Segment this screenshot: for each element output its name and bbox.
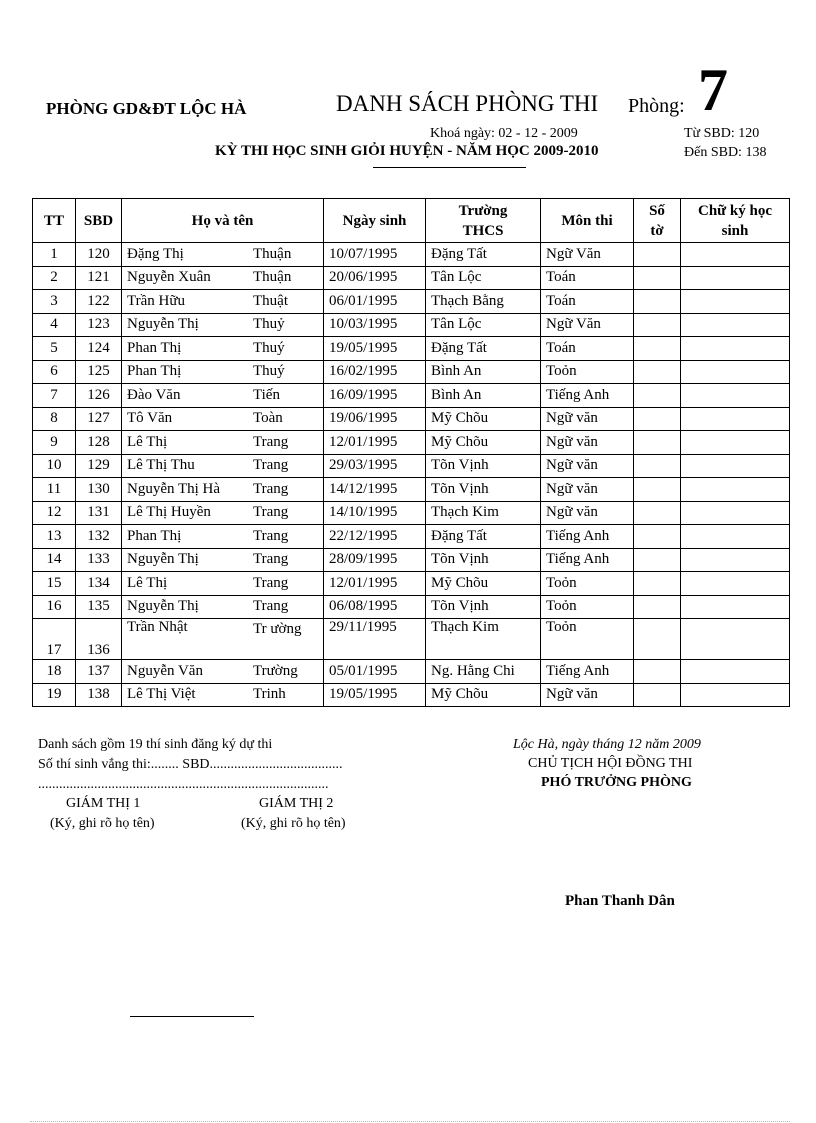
first-name: Nguyễn Thị: [127, 316, 199, 333]
row-signature: [681, 337, 790, 361]
row-signature: [681, 660, 790, 684]
row-name: [122, 266, 324, 290]
row-subject: Toỏn: [541, 360, 634, 384]
table-row: [33, 290, 790, 314]
row-name: [122, 595, 324, 619]
council-chair-title: CHỦ TỊCH HỘI ĐỒNG THI: [528, 756, 693, 771]
row-signature: [681, 548, 790, 572]
row-number: 1: [33, 243, 76, 267]
row-school: Mỹ Chõu: [426, 407, 541, 431]
row-subject: Ngữ văn: [541, 683, 634, 707]
row-signature: [681, 454, 790, 478]
row-sbd: 134: [76, 572, 122, 596]
table-row: [33, 360, 790, 384]
row-name: [122, 313, 324, 337]
row-subject: Ngữ văn: [541, 454, 634, 478]
first-name: Phan Thị: [127, 527, 182, 544]
last-name: Thuận: [253, 269, 292, 286]
row-signature: [681, 384, 790, 408]
row-name: [122, 660, 324, 684]
row-number: 15: [33, 572, 76, 596]
row-subject: Toán: [541, 337, 634, 361]
last-name: Trinh: [253, 686, 286, 703]
last-name: Trang: [253, 457, 289, 474]
row-school: Tõn Vịnh: [426, 548, 541, 572]
last-name: Trang: [253, 480, 289, 497]
row-number: 13: [33, 525, 76, 549]
sbd-from: Từ SBD: 120: [684, 126, 760, 141]
row-name: [122, 243, 324, 267]
row-dob: 28/09/1995: [324, 548, 426, 572]
row-dob: 16/02/1995: [324, 360, 426, 384]
row-signature: [681, 501, 790, 525]
row-pages: [634, 595, 681, 619]
row-subject: Toán: [541, 266, 634, 290]
document-title: DANH SÁCH PHÒNG THI: [336, 91, 599, 116]
row-pages: [634, 384, 681, 408]
exam-date: Khoá ngày: 02 - 12 - 2009: [430, 126, 578, 141]
row-sbd: 127: [76, 407, 122, 431]
col-header-name: Họ và tên: [122, 199, 324, 243]
col-header-dob: Ngày sinh: [324, 199, 426, 243]
table-row: [33, 407, 790, 431]
signature-header-line2: sinh: [721, 222, 749, 239]
row-subject: Toỏn: [541, 595, 634, 619]
first-name: Nguyễn Văn: [127, 662, 203, 679]
table-row: [33, 572, 790, 596]
row-pages: [634, 660, 681, 684]
last-name: Toàn: [253, 410, 283, 427]
table-row: [33, 337, 790, 361]
first-name: Lê Thị: [127, 574, 168, 591]
row-pages: [634, 431, 681, 455]
row-number: 11: [33, 478, 76, 502]
row-number: 4: [33, 313, 76, 337]
row-name: [122, 501, 324, 525]
row-school: Đặng Tất: [426, 243, 541, 267]
row-pages: [634, 313, 681, 337]
row-sbd: 132: [76, 525, 122, 549]
row-pages: [634, 407, 681, 431]
row-dob: 29/03/1995: [324, 454, 426, 478]
first-name: Nguyễn Thị: [127, 598, 199, 615]
row-school: Mỹ Chõu: [426, 431, 541, 455]
last-name: Tiến: [253, 386, 280, 403]
row-number: 10: [33, 454, 76, 478]
row-school: Bình An: [426, 360, 541, 384]
row-pages: [634, 266, 681, 290]
row-number: 5: [33, 337, 76, 361]
last-name: Thuý: [253, 363, 285, 380]
row-name: [122, 525, 324, 549]
row-dob: 10/07/1995: [324, 243, 426, 267]
row-name: [122, 431, 324, 455]
row-school: Tân Lộc: [426, 266, 541, 290]
last-name: Trang: [253, 598, 289, 615]
row-school: Bình An: [426, 384, 541, 408]
first-name: Phan Thị: [127, 363, 182, 380]
last-name: Thuật: [253, 292, 288, 309]
row-pages: [634, 619, 681, 660]
row-subject: Ngữ văn: [541, 431, 634, 455]
school-header-line1: Trường: [458, 202, 508, 219]
row-pages: [634, 337, 681, 361]
row-dob: 16/09/1995: [324, 384, 426, 408]
row-name: [122, 478, 324, 502]
row-number: 12: [33, 501, 76, 525]
row-sbd: 123: [76, 313, 122, 337]
row-name: [122, 337, 324, 361]
row-sbd: 137: [76, 660, 122, 684]
row-pages: [634, 478, 681, 502]
last-name: Trang: [253, 574, 289, 591]
first-name: Đào Văn: [127, 386, 181, 403]
sbd-to: Đến SBD: 138: [684, 145, 767, 160]
table-row: [33, 313, 790, 337]
page-bottom-border: [30, 1121, 790, 1122]
last-name: Thuý: [253, 339, 285, 356]
row-number: 2: [33, 266, 76, 290]
row-school: Mỹ Chõu: [426, 683, 541, 707]
row-subject: Tiếng Anh: [541, 525, 634, 549]
table-row: [33, 595, 790, 619]
row-subject: Toỏn: [541, 619, 634, 660]
row-dob: 22/12/1995: [324, 525, 426, 549]
row-sbd: 122: [76, 290, 122, 314]
first-name: Lê Thị: [127, 433, 168, 450]
row-number: 3: [33, 290, 76, 314]
row-school: Tõn Vịnh: [426, 595, 541, 619]
col-header-school: [426, 199, 541, 243]
row-signature: [681, 572, 790, 596]
table-row: [33, 478, 790, 502]
row-subject: Ngữ văn: [541, 478, 634, 502]
row-number: 16: [33, 595, 76, 619]
col-header-tt: TT: [33, 199, 76, 243]
row-number: 17: [33, 619, 76, 660]
row-sbd: 138: [76, 683, 122, 707]
table-header-row: [33, 199, 790, 243]
col-header-sbd: SBD: [76, 199, 122, 243]
last-name: Trang: [253, 527, 289, 544]
row-school: Tân Lộc: [426, 313, 541, 337]
absent-count-line: Số thí sinh vắng thi:........ SBD......................................: [38, 757, 343, 772]
row-name: [122, 407, 324, 431]
last-name: Trang: [253, 504, 289, 521]
row-dob: 19/06/1995: [324, 407, 426, 431]
footer-rule: [130, 1016, 254, 1017]
last-name: Thuỷ: [253, 316, 285, 333]
row-number: 9: [33, 431, 76, 455]
row-sbd: 126: [76, 384, 122, 408]
last-name: Thuận: [253, 245, 292, 262]
row-school: Tõn Vịnh: [426, 478, 541, 502]
first-name: Tô Văn: [127, 410, 173, 427]
row-name: [122, 454, 324, 478]
proctor-1-title: GIÁM THỊ 1: [66, 796, 141, 811]
row-dob: 14/12/1995: [324, 478, 426, 502]
row-sbd: 125: [76, 360, 122, 384]
row-pages: [634, 243, 681, 267]
row-subject: Tiếng Anh: [541, 384, 634, 408]
row-pages: [634, 572, 681, 596]
row-pages: [634, 548, 681, 572]
col-header-pages: [634, 199, 681, 243]
candidate-count: Danh sách gồm 19 thí sinh đăng ký dự thi: [38, 737, 273, 752]
student-roster-table: [32, 198, 790, 707]
department-name: PHÒNG GD&ĐT LỘC HÀ: [46, 99, 247, 118]
row-sbd: 136: [76, 619, 122, 660]
row-pages: [634, 454, 681, 478]
row-sbd: 130: [76, 478, 122, 502]
pages-header-line2: tờ: [650, 222, 664, 239]
row-signature: [681, 243, 790, 267]
signer-name: Phan Thanh Dân: [565, 893, 675, 909]
col-header-subject: Môn thi: [541, 199, 634, 243]
room-number: 7: [698, 57, 728, 123]
first-name: Lê Thị Thu: [127, 457, 195, 474]
first-name: Trần Nhật: [127, 619, 188, 635]
table-row: [33, 501, 790, 525]
school-header-line2: THCS: [462, 222, 504, 239]
row-school: Thạch Kim: [426, 501, 541, 525]
row-signature: [681, 313, 790, 337]
row-subject: Ngữ Văn: [541, 243, 634, 267]
place-date: Lộc Hà, ngày tháng 12 năm 2009: [513, 737, 701, 752]
first-name: Phan Thị: [127, 339, 182, 356]
last-name: Trang: [253, 433, 289, 450]
col-header-signature: [681, 199, 790, 243]
row-sbd: 124: [76, 337, 122, 361]
row-pages: [634, 360, 681, 384]
row-signature: [681, 360, 790, 384]
row-school: Đặng Tất: [426, 337, 541, 361]
last-name: Trường: [253, 662, 298, 679]
row-number: 14: [33, 548, 76, 572]
vice-head-title: PHÓ TRƯỞNG PHÒNG: [541, 775, 692, 790]
row-pages: [634, 525, 681, 549]
table-row: [33, 525, 790, 549]
row-name: [122, 384, 324, 408]
row-signature: [681, 619, 790, 660]
row-school: Mỹ Chõu: [426, 572, 541, 596]
row-dob: 10/03/1995: [324, 313, 426, 337]
first-name: Nguyễn Thị: [127, 551, 199, 568]
row-sbd: 120: [76, 243, 122, 267]
row-name: [122, 683, 324, 707]
row-number: 18: [33, 660, 76, 684]
row-signature: [681, 431, 790, 455]
row-dob: 29/11/1995: [324, 619, 426, 660]
row-number: 6: [33, 360, 76, 384]
row-number: 7: [33, 384, 76, 408]
row-signature: [681, 525, 790, 549]
row-number: 8: [33, 407, 76, 431]
last-name: Trang: [253, 551, 289, 568]
room-label: Phòng:: [628, 95, 685, 117]
pages-header-line1: Số: [649, 202, 665, 219]
first-name: Nguyễn Thị Hà: [127, 480, 221, 497]
dotted-line: ...................................................................................: [38, 777, 329, 792]
row-pages: [634, 501, 681, 525]
subtitle-underline: [373, 167, 526, 168]
row-school: Tõn Vịnh: [426, 454, 541, 478]
row-signature: [681, 478, 790, 502]
table-row: [33, 266, 790, 290]
first-name: Nguyễn Xuân: [127, 269, 211, 286]
row-signature: [681, 683, 790, 707]
first-name: Đặng Thị: [127, 245, 184, 262]
row-number: 19: [33, 683, 76, 707]
row-subject: Tiếng Anh: [541, 548, 634, 572]
row-subject: Tiếng Anh: [541, 660, 634, 684]
table-row: [33, 683, 790, 707]
proctor-2-title: GIÁM THỊ 2: [259, 796, 334, 811]
table-row: [33, 384, 790, 408]
row-school: Ng. Hằng Chi: [426, 660, 541, 684]
table-row: [33, 660, 790, 684]
row-sbd: 121: [76, 266, 122, 290]
row-school: Đặng Tất: [426, 525, 541, 549]
table-row: [33, 431, 790, 455]
table-body: [33, 243, 790, 707]
row-signature: [681, 290, 790, 314]
row-name: [122, 360, 324, 384]
row-name: [122, 548, 324, 572]
row-subject: Toán: [541, 290, 634, 314]
proctor-1-note: (Ký, ghi rõ họ tên): [50, 816, 155, 831]
row-school: Thạch Kim: [426, 619, 541, 660]
row-subject: Ngữ Văn: [541, 313, 634, 337]
first-name: Lê Thị Huyền: [127, 504, 211, 521]
table-row: [33, 548, 790, 572]
row-signature: [681, 266, 790, 290]
row-dob: 06/01/1995: [324, 290, 426, 314]
row-dob: 19/05/1995: [324, 683, 426, 707]
row-signature: [681, 407, 790, 431]
row-dob: 05/01/1995: [324, 660, 426, 684]
row-dob: 14/10/1995: [324, 501, 426, 525]
first-name: Lê Thị Việt: [127, 686, 196, 703]
row-name: [122, 290, 324, 314]
row-subject: Toỏn: [541, 572, 634, 596]
row-dob: 20/06/1995: [324, 266, 426, 290]
row-name: [122, 572, 324, 596]
row-sbd: 128: [76, 431, 122, 455]
row-sbd: 131: [76, 501, 122, 525]
row-dob: 06/08/1995: [324, 595, 426, 619]
row-pages: [634, 290, 681, 314]
table-row: [33, 243, 790, 267]
row-school: Thạch Bằng: [426, 290, 541, 314]
proctor-2-note: (Ký, ghi rõ họ tên): [241, 816, 346, 831]
row-name: [122, 619, 324, 660]
row-signature: [681, 595, 790, 619]
exam-subtitle: KỲ THI HỌC SINH GIỎI HUYỆN - NĂM HỌC 2009-2010: [215, 143, 599, 159]
row-pages: [634, 683, 681, 707]
row-sbd: 129: [76, 454, 122, 478]
table-row: [33, 619, 790, 660]
row-subject: Ngữ văn: [541, 407, 634, 431]
row-sbd: 133: [76, 548, 122, 572]
first-name: Trần Hữu: [127, 292, 186, 309]
row-sbd: 135: [76, 595, 122, 619]
table-row: [33, 454, 790, 478]
row-subject: Ngữ văn: [541, 501, 634, 525]
last-name: Tr ường: [253, 621, 302, 637]
row-dob: 12/01/1995: [324, 431, 426, 455]
row-dob: 12/01/1995: [324, 572, 426, 596]
row-dob: 19/05/1995: [324, 337, 426, 361]
signature-header-line1: Chữ ký học: [697, 202, 773, 219]
